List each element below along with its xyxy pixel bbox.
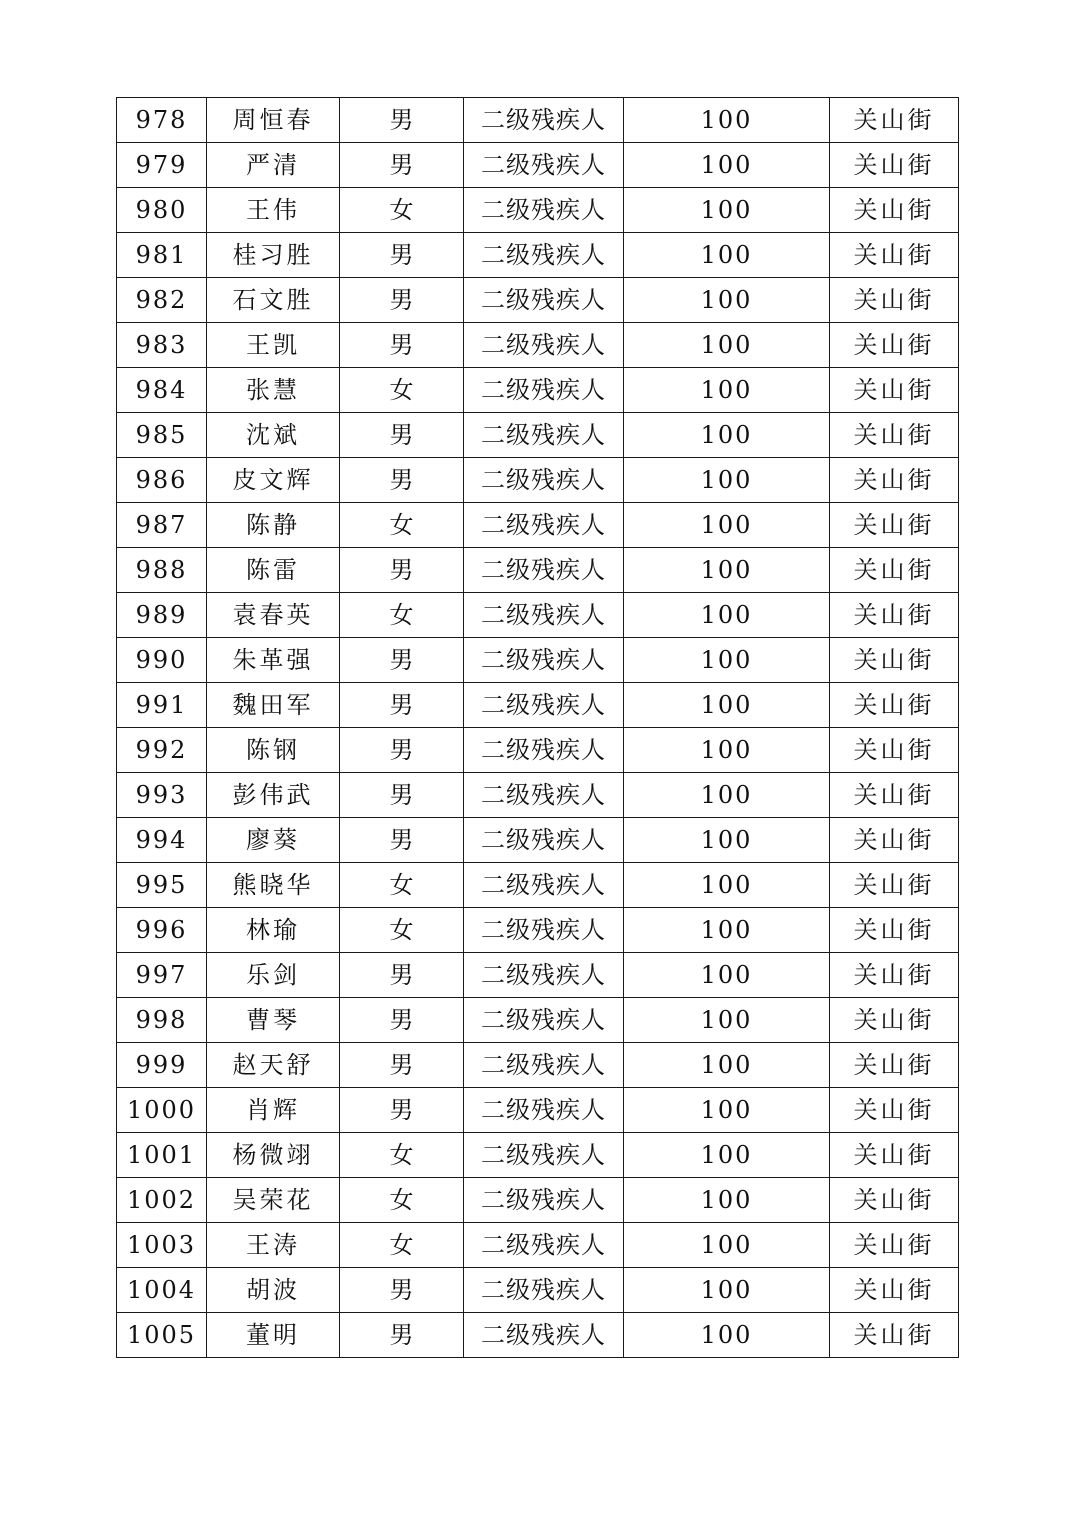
cell-sex: 女 <box>340 863 464 908</box>
cell-amount: 100 <box>624 98 830 143</box>
cell-serial-number: 985 <box>117 413 207 458</box>
cell-person-name: 王伟 <box>207 188 340 233</box>
cell-amount: 100 <box>624 728 830 773</box>
cell-sex: 女 <box>340 593 464 638</box>
cell-street: 关山街 <box>830 548 959 593</box>
cell-disability-grade: 二级残疾人 <box>464 503 624 548</box>
cell-sex: 女 <box>340 1223 464 1268</box>
cell-serial-number: 989 <box>117 593 207 638</box>
table-row <box>117 143 959 188</box>
cell-amount: 100 <box>624 233 830 278</box>
table-row <box>117 368 959 413</box>
cell-sex: 女 <box>340 368 464 413</box>
cell-sex: 男 <box>340 953 464 998</box>
cell-sex: 女 <box>340 1178 464 1223</box>
cell-disability-grade: 二级残疾人 <box>464 1088 624 1133</box>
cell-sex: 男 <box>340 773 464 818</box>
cell-sex: 男 <box>340 1043 464 1088</box>
cell-street: 关山街 <box>830 1088 959 1133</box>
cell-sex: 男 <box>340 323 464 368</box>
cell-serial-number: 1001 <box>117 1133 207 1178</box>
cell-disability-grade: 二级残疾人 <box>464 908 624 953</box>
cell-disability-grade: 二级残疾人 <box>464 863 624 908</box>
table-row <box>117 1313 959 1358</box>
cell-street: 关山街 <box>830 143 959 188</box>
cell-amount: 100 <box>624 818 830 863</box>
table-row <box>117 98 959 143</box>
cell-disability-grade: 二级残疾人 <box>464 953 624 998</box>
cell-serial-number: 979 <box>117 143 207 188</box>
cell-disability-grade: 二级残疾人 <box>464 413 624 458</box>
cell-street: 关山街 <box>830 683 959 728</box>
cell-serial-number: 990 <box>117 638 207 683</box>
table-row <box>117 953 959 998</box>
cell-street: 关山街 <box>830 413 959 458</box>
cell-disability-grade: 二级残疾人 <box>464 998 624 1043</box>
cell-sex: 男 <box>340 548 464 593</box>
cell-street: 关山街 <box>830 1313 959 1358</box>
cell-amount: 100 <box>624 683 830 728</box>
cell-amount: 100 <box>624 638 830 683</box>
cell-sex: 男 <box>340 728 464 773</box>
cell-street: 关山街 <box>830 503 959 548</box>
cell-sex: 男 <box>340 818 464 863</box>
cell-street: 关山街 <box>830 728 959 773</box>
table-row <box>117 503 959 548</box>
cell-amount: 100 <box>624 1268 830 1313</box>
cell-amount: 100 <box>624 323 830 368</box>
cell-street: 关山街 <box>830 773 959 818</box>
cell-disability-grade: 二级残疾人 <box>464 818 624 863</box>
cell-disability-grade: 二级残疾人 <box>464 98 624 143</box>
cell-disability-grade: 二级残疾人 <box>464 458 624 503</box>
cell-amount: 100 <box>624 413 830 458</box>
cell-serial-number: 981 <box>117 233 207 278</box>
cell-street: 关山街 <box>830 1133 959 1178</box>
cell-serial-number: 997 <box>117 953 207 998</box>
cell-serial-number: 1005 <box>117 1313 207 1358</box>
table-row <box>117 728 959 773</box>
cell-person-name: 熊晓华 <box>207 863 340 908</box>
cell-serial-number: 978 <box>117 98 207 143</box>
cell-street: 关山街 <box>830 278 959 323</box>
table-row <box>117 593 959 638</box>
cell-street: 关山街 <box>830 818 959 863</box>
cell-serial-number: 994 <box>117 818 207 863</box>
cell-sex: 女 <box>340 503 464 548</box>
cell-serial-number: 980 <box>117 188 207 233</box>
cell-person-name: 赵天舒 <box>207 1043 340 1088</box>
roster-table <box>116 97 959 1358</box>
cell-person-name: 彭伟武 <box>207 773 340 818</box>
table-row <box>117 908 959 953</box>
table-row <box>117 278 959 323</box>
cell-person-name: 廖葵 <box>207 818 340 863</box>
cell-disability-grade: 二级残疾人 <box>464 1223 624 1268</box>
table-row <box>117 458 959 503</box>
cell-disability-grade: 二级残疾人 <box>464 1133 624 1178</box>
cell-disability-grade: 二级残疾人 <box>464 728 624 773</box>
table-row <box>117 1178 959 1223</box>
cell-amount: 100 <box>624 773 830 818</box>
cell-disability-grade: 二级残疾人 <box>464 278 624 323</box>
cell-street: 关山街 <box>830 1178 959 1223</box>
table-row <box>117 863 959 908</box>
cell-person-name: 肖辉 <box>207 1088 340 1133</box>
table-row <box>117 1133 959 1178</box>
cell-street: 关山街 <box>830 233 959 278</box>
cell-street: 关山街 <box>830 593 959 638</box>
table-row <box>117 548 959 593</box>
cell-street: 关山街 <box>830 863 959 908</box>
cell-disability-grade: 二级残疾人 <box>464 773 624 818</box>
cell-street: 关山街 <box>830 638 959 683</box>
cell-disability-grade: 二级残疾人 <box>464 593 624 638</box>
cell-person-name: 曹琴 <box>207 998 340 1043</box>
cell-serial-number: 996 <box>117 908 207 953</box>
table-row <box>117 233 959 278</box>
cell-serial-number: 982 <box>117 278 207 323</box>
roster-table-body <box>117 98 959 1358</box>
cell-person-name: 桂习胜 <box>207 233 340 278</box>
cell-amount: 100 <box>624 143 830 188</box>
cell-street: 关山街 <box>830 1043 959 1088</box>
cell-person-name: 石文胜 <box>207 278 340 323</box>
cell-sex: 男 <box>340 1268 464 1313</box>
cell-person-name: 吴荣花 <box>207 1178 340 1223</box>
cell-amount: 100 <box>624 548 830 593</box>
cell-serial-number: 995 <box>117 863 207 908</box>
cell-person-name: 魏田军 <box>207 683 340 728</box>
cell-person-name: 沈斌 <box>207 413 340 458</box>
cell-amount: 100 <box>624 368 830 413</box>
table-row <box>117 413 959 458</box>
cell-sex: 男 <box>340 98 464 143</box>
table-row <box>117 818 959 863</box>
cell-street: 关山街 <box>830 998 959 1043</box>
table-row <box>117 1043 959 1088</box>
table-row <box>117 188 959 233</box>
cell-street: 关山街 <box>830 1268 959 1313</box>
cell-serial-number: 1002 <box>117 1178 207 1223</box>
cell-street: 关山街 <box>830 323 959 368</box>
cell-person-name: 皮文辉 <box>207 458 340 503</box>
cell-street: 关山街 <box>830 908 959 953</box>
cell-street: 关山街 <box>830 98 959 143</box>
cell-person-name: 陈静 <box>207 503 340 548</box>
cell-amount: 100 <box>624 278 830 323</box>
cell-person-name: 周恒春 <box>207 98 340 143</box>
cell-amount: 100 <box>624 1133 830 1178</box>
cell-person-name: 乐剑 <box>207 953 340 998</box>
table-row <box>117 683 959 728</box>
cell-sex: 男 <box>340 233 464 278</box>
cell-serial-number: 992 <box>117 728 207 773</box>
cell-disability-grade: 二级残疾人 <box>464 143 624 188</box>
cell-serial-number: 986 <box>117 458 207 503</box>
cell-sex: 男 <box>340 638 464 683</box>
cell-disability-grade: 二级残疾人 <box>464 323 624 368</box>
cell-street: 关山街 <box>830 1223 959 1268</box>
cell-disability-grade: 二级残疾人 <box>464 1178 624 1223</box>
cell-disability-grade: 二级残疾人 <box>464 188 624 233</box>
cell-amount: 100 <box>624 458 830 503</box>
cell-street: 关山街 <box>830 188 959 233</box>
cell-person-name: 陈雷 <box>207 548 340 593</box>
cell-serial-number: 983 <box>117 323 207 368</box>
cell-sex: 男 <box>340 1313 464 1358</box>
cell-serial-number: 988 <box>117 548 207 593</box>
cell-person-name: 胡波 <box>207 1268 340 1313</box>
cell-person-name: 朱革强 <box>207 638 340 683</box>
cell-person-name: 杨微翊 <box>207 1133 340 1178</box>
cell-serial-number: 1003 <box>117 1223 207 1268</box>
cell-serial-number: 1004 <box>117 1268 207 1313</box>
cell-disability-grade: 二级残疾人 <box>464 1313 624 1358</box>
table-row <box>117 1088 959 1133</box>
cell-street: 关山街 <box>830 458 959 503</box>
cell-serial-number: 999 <box>117 1043 207 1088</box>
cell-serial-number: 984 <box>117 368 207 413</box>
cell-sex: 男 <box>340 998 464 1043</box>
cell-person-name: 陈钢 <box>207 728 340 773</box>
cell-sex: 男 <box>340 413 464 458</box>
cell-serial-number: 987 <box>117 503 207 548</box>
cell-street: 关山街 <box>830 368 959 413</box>
cell-sex: 女 <box>340 1133 464 1178</box>
cell-sex: 男 <box>340 143 464 188</box>
cell-sex: 男 <box>340 458 464 503</box>
cell-amount: 100 <box>624 1043 830 1088</box>
cell-serial-number: 998 <box>117 998 207 1043</box>
cell-disability-grade: 二级残疾人 <box>464 683 624 728</box>
cell-disability-grade: 二级残疾人 <box>464 638 624 683</box>
cell-sex: 男 <box>340 683 464 728</box>
table-row <box>117 998 959 1043</box>
table-row <box>117 773 959 818</box>
cell-sex: 男 <box>340 278 464 323</box>
cell-amount: 100 <box>624 188 830 233</box>
table-row <box>117 638 959 683</box>
cell-street: 关山街 <box>830 953 959 998</box>
cell-person-name: 王凯 <box>207 323 340 368</box>
table-row <box>117 1223 959 1268</box>
cell-amount: 100 <box>624 1088 830 1133</box>
table-row <box>117 323 959 368</box>
cell-amount: 100 <box>624 593 830 638</box>
cell-disability-grade: 二级残疾人 <box>464 548 624 593</box>
cell-person-name: 王涛 <box>207 1223 340 1268</box>
cell-amount: 100 <box>624 1178 830 1223</box>
cell-sex: 男 <box>340 1088 464 1133</box>
cell-amount: 100 <box>624 1313 830 1358</box>
cell-amount: 100 <box>624 953 830 998</box>
cell-person-name: 林瑜 <box>207 908 340 953</box>
cell-person-name: 袁春英 <box>207 593 340 638</box>
cell-amount: 100 <box>624 503 830 548</box>
cell-serial-number: 991 <box>117 683 207 728</box>
cell-amount: 100 <box>624 908 830 953</box>
cell-serial-number: 993 <box>117 773 207 818</box>
cell-person-name: 董明 <box>207 1313 340 1358</box>
cell-amount: 100 <box>624 863 830 908</box>
cell-sex: 女 <box>340 908 464 953</box>
cell-sex: 女 <box>340 188 464 233</box>
cell-disability-grade: 二级残疾人 <box>464 368 624 413</box>
cell-amount: 100 <box>624 998 830 1043</box>
cell-serial-number: 1000 <box>117 1088 207 1133</box>
cell-disability-grade: 二级残疾人 <box>464 233 624 278</box>
table-row <box>117 1268 959 1313</box>
cell-person-name: 张慧 <box>207 368 340 413</box>
cell-disability-grade: 二级残疾人 <box>464 1043 624 1088</box>
cell-amount: 100 <box>624 1223 830 1268</box>
cell-person-name: 严清 <box>207 143 340 188</box>
cell-disability-grade: 二级残疾人 <box>464 1268 624 1313</box>
